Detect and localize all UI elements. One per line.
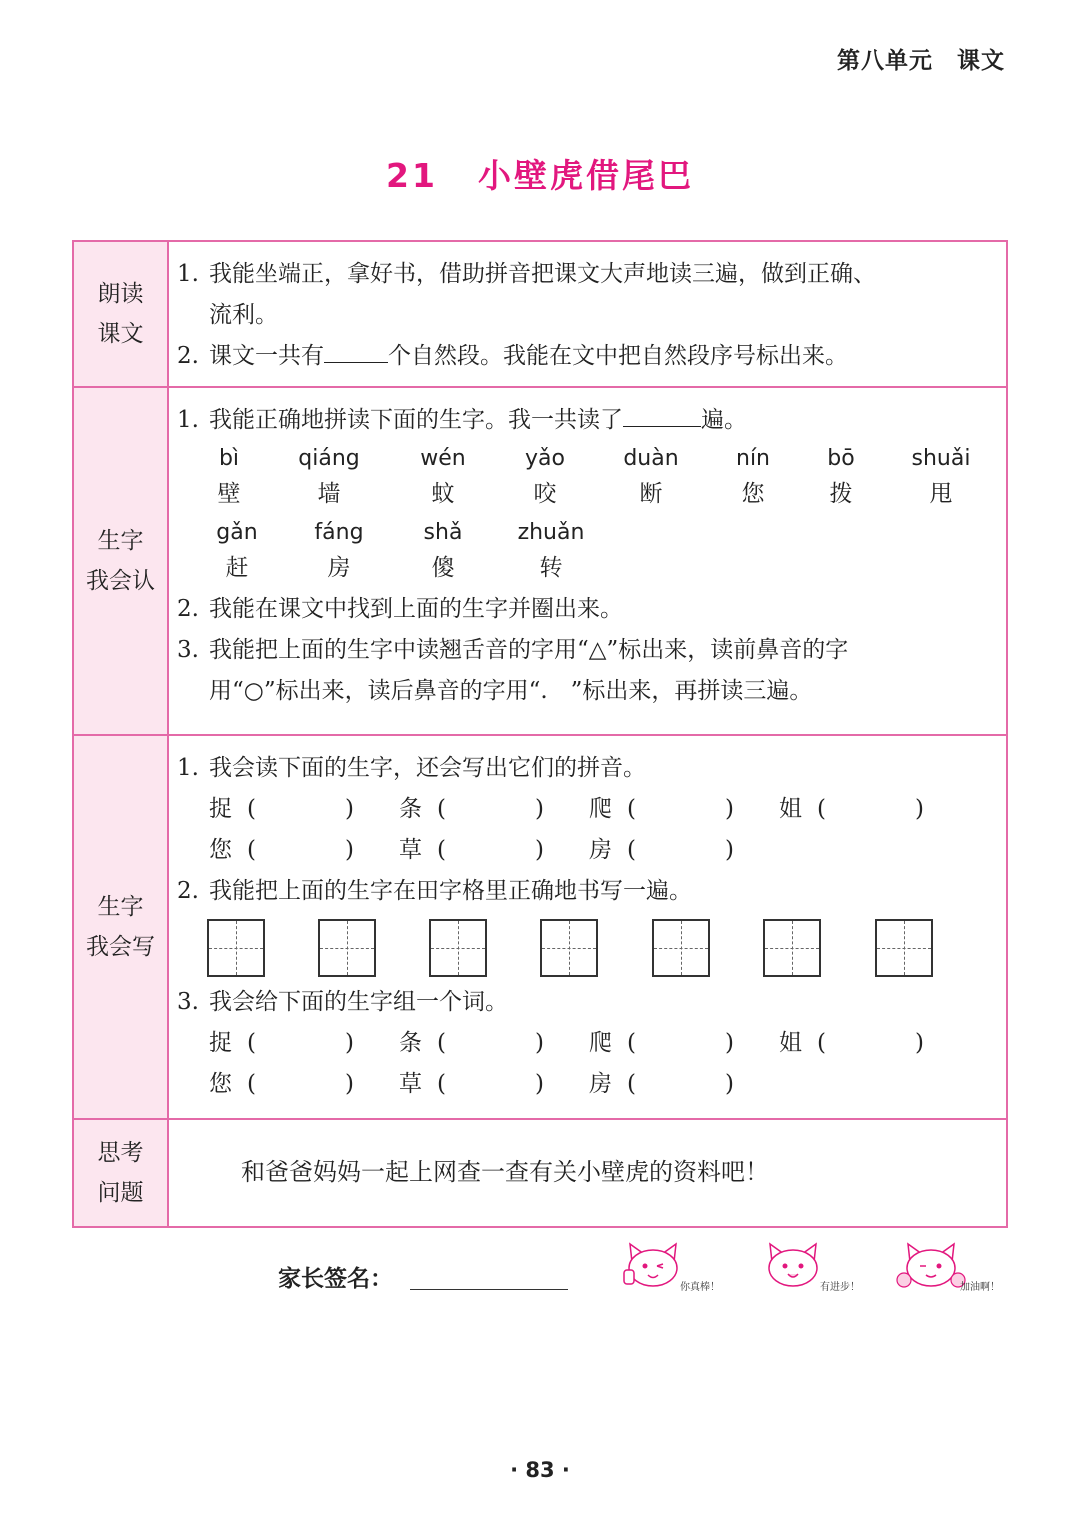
write-item-3: 3. 我会给下面的生字组一个词。	[177, 989, 508, 1015]
section-write	[73, 735, 1007, 1119]
hanzi: 壁	[217, 481, 241, 507]
section-label: 朗读 课文	[73, 241, 168, 387]
lesson-number: 21	[386, 156, 438, 195]
recognize-item-1: 1. 我能正确地拼读下面的生字。我一共读了 遍。	[177, 400, 998, 441]
think-question: 和爸爸妈妈一起上网查一查有关小壁虎的资料吧！	[241, 1158, 769, 1186]
write-item-1: 1. 我会读下面的生字，还会写出它们的拼音。	[177, 755, 646, 781]
pinyin: shǎ	[423, 520, 463, 545]
pinyin: fáng	[314, 520, 364, 545]
section-label: 思考 问题	[73, 1119, 168, 1227]
read-item-1: 1. 我能坐端正，拿好书，借助拼音把课文大声地读三遍，做到正确、	[177, 261, 876, 287]
cat-sticker-great: 你真棒！	[618, 1238, 698, 1298]
read-item-2: 2. 课文一共有 个自然段。我能在文中把自然段序号标出来。	[177, 336, 998, 377]
pinyin: duàn	[623, 446, 679, 471]
read-count-blank[interactable]	[623, 402, 701, 427]
pinyin: zhuǎn	[517, 520, 585, 545]
page-number: · 83 ·	[510, 1458, 570, 1482]
hanzi: 您	[741, 481, 765, 507]
section-content	[168, 1119, 1007, 1227]
pinyin: qiáng	[298, 446, 360, 471]
parent-signature-field[interactable]	[410, 1289, 568, 1290]
section-recognize	[73, 387, 1007, 735]
hanzi: 赶	[225, 555, 249, 581]
section-think	[73, 1119, 1007, 1227]
tianzige-box[interactable]	[540, 919, 598, 977]
pinyin: bì	[218, 446, 240, 471]
pinyin: wén	[420, 446, 466, 471]
tianzige-box[interactable]	[652, 919, 710, 977]
hanzi-row-1	[177, 477, 998, 515]
parent-signature-label: 家长签名：	[278, 1266, 393, 1292]
pinyin: nín	[736, 446, 770, 471]
tianzige-box[interactable]	[763, 919, 821, 977]
section-label: 生字 我会写	[73, 735, 168, 1119]
hanzi: 房	[327, 555, 351, 581]
tianzige-box[interactable]	[875, 919, 933, 977]
hanzi: 断	[639, 481, 663, 507]
recognize-item-2: 2. 我能在课文中找到上面的生字并圈出来。	[177, 596, 623, 622]
paragraph-count-blank[interactable]	[324, 338, 388, 363]
pinyin: shuǎi	[911, 446, 971, 471]
tianzige-box[interactable]	[318, 919, 376, 977]
tianzige-row	[177, 912, 998, 982]
hanzi: 蚊	[431, 481, 455, 507]
hanzi: 咬	[533, 481, 557, 507]
tianzige-box[interactable]	[429, 919, 487, 977]
section-content: 1. 我能正确地拼读下面的生字。我一共读了 遍。 bì qiáng wén yǎo duàn nín bō shuǎi 壁 墙 蚊 咬 断 您 拨 甩 gǎn fáng shǎ zhuǎn 赶 房 傻 转 2. 我能在课文中找到上面的生字并圈出来。 3. 我能把上面的生字中读翘舌音的字用“△”标出来，读前鼻音的字 用“○”标出来，读后鼻音的字用“. ”标出来，再拼读三遍。	[168, 387, 1007, 735]
section-content: 1. 我能坐端正，拿好书，借助拼音把课文大声地读三遍，做到正确、 流利。 2. 课文一共有 个自然段。我能在文中把自然段序号标出来。	[168, 241, 1007, 387]
pinyin-row-2	[177, 515, 998, 551]
write-item-2: 2. 我能把上面的生字在田字格里正确地书写一遍。	[177, 878, 692, 904]
cat-sticker-progress: 有进步！	[758, 1238, 838, 1298]
recognize-item-3: 3. 我能把上面的生字中读翘舌音的字用“△”标出来，读前鼻音的字	[177, 637, 849, 663]
pinyin: bō	[827, 446, 855, 471]
hanzi-row-2	[177, 551, 998, 589]
pinyin-answer-row-1: 捉 ( ) 条 ( ) 爬 ( ) 姐 ( )	[209, 796, 924, 822]
hanzi: 傻	[431, 555, 455, 581]
section-read	[73, 241, 1007, 387]
pinyin-answer-row-2: 您 ( ) 草 ( ) 房 ( )	[209, 837, 734, 863]
pinyin: yǎo	[525, 446, 565, 471]
unit-header: 第八单元 课文	[837, 48, 1005, 74]
word-answer-row-2: 您 ( ) 草 ( ) 房 ( )	[209, 1071, 734, 1097]
cat-sticker-cheer: 加油啊！	[896, 1238, 976, 1298]
lesson-title	[0, 150, 1080, 197]
hanzi: 墙	[317, 481, 341, 507]
lesson-name: 小壁虎借尾巴	[477, 156, 694, 195]
word-answer-row-1: 捉 ( ) 条 ( ) 爬 ( ) 姐 ( )	[209, 1030, 924, 1056]
hanzi: 转	[539, 555, 563, 581]
pinyin-row-1	[177, 441, 998, 477]
pinyin: gǎn	[216, 520, 258, 545]
hanzi: 拨	[829, 481, 853, 507]
tianzige-box[interactable]	[207, 919, 265, 977]
worksheet-table	[72, 240, 1008, 1228]
section-label: 生字 我会认	[73, 387, 168, 735]
hanzi: 甩	[929, 481, 953, 507]
section-content	[168, 735, 1007, 1119]
